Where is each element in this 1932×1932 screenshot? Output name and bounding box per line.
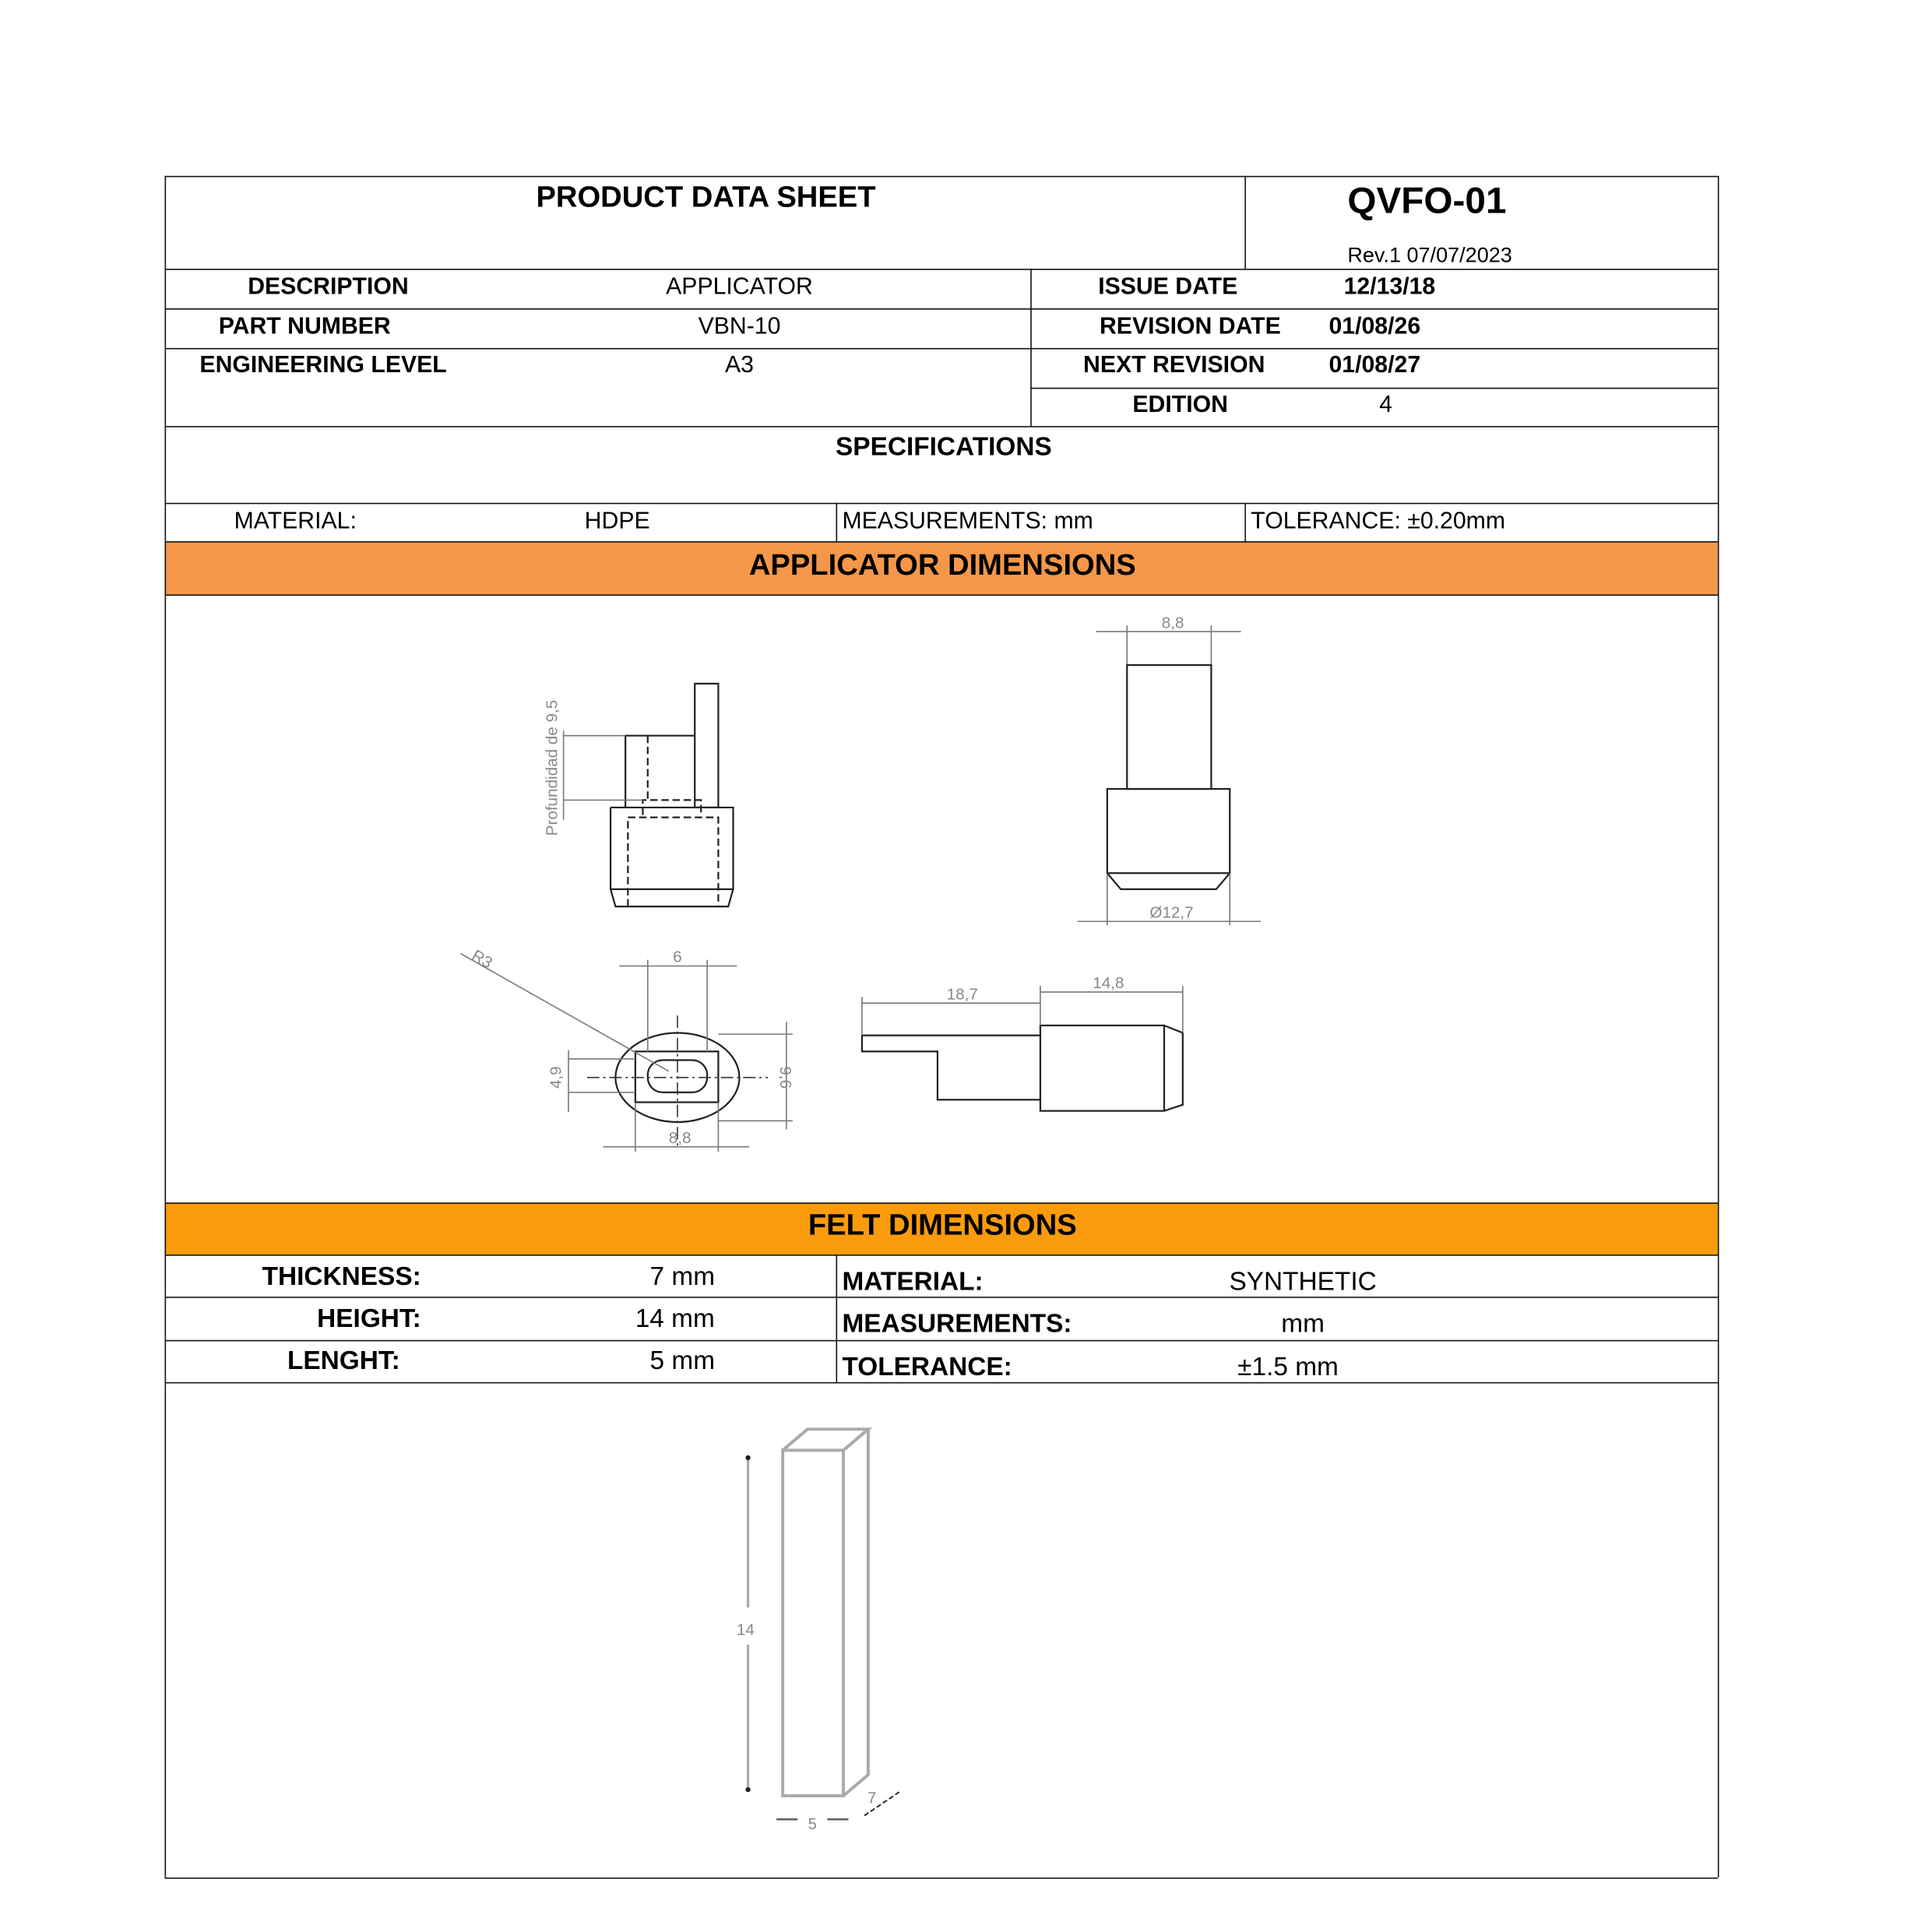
- revision-text: Rev.1 07/07/2023: [1347, 243, 1512, 267]
- thickness-value: 7 mm: [649, 1262, 716, 1291]
- width-6-label: 6: [673, 948, 682, 966]
- applicator-side-view: [1078, 614, 1261, 925]
- page-title: PRODUCT DATA SHEET: [536, 181, 876, 215]
- applicator-top-view: [862, 974, 1183, 1110]
- next-revision-value: 01/08/27: [1328, 352, 1421, 378]
- part-number-label: PART NUMBER: [218, 314, 391, 340]
- revision-date-label: REVISION DATE: [1099, 314, 1281, 340]
- applicator-dimensions-title: APPLICATOR DIMENSIONS: [748, 548, 1136, 582]
- felt-measurements-value: mm: [1281, 1309, 1325, 1339]
- next-revision-label: NEXT REVISION: [1083, 352, 1265, 378]
- height-label: HEIGHT:: [317, 1304, 421, 1334]
- felt-height-dimension: 14: [736, 1621, 755, 1639]
- radius-label: R3: [468, 946, 496, 973]
- width-88-label: 8,8: [668, 1128, 692, 1147]
- length-value: 5 mm: [649, 1346, 716, 1376]
- material-label: MATERIAL:: [234, 508, 357, 535]
- material-value: HDPE: [584, 508, 650, 535]
- document-code: QVFO-01: [1347, 181, 1507, 222]
- diameter-label: Ø12,7: [1149, 903, 1194, 922]
- applicator-end-view: [461, 946, 794, 1152]
- felt-material-label: MATERIAL:: [842, 1267, 984, 1297]
- felt-tolerance-label: TOLERANCE:: [842, 1353, 1012, 1382]
- height-value: 14 mm: [635, 1304, 715, 1334]
- felt-material-value: SYNTHETIC: [1229, 1267, 1377, 1297]
- issue-date-value: 12/13/18: [1343, 274, 1436, 301]
- felt-drawing: [737, 1429, 899, 1833]
- felt-thickness-dimension: 7: [867, 1789, 877, 1807]
- height-49-label: 4,9: [547, 1066, 565, 1089]
- tolerance-text: TOLERANCE: ±0.20mm: [1251, 508, 1506, 535]
- stem-width-label: 8,8: [1161, 614, 1184, 632]
- measurements-text: MEASUREMENTS: mm: [842, 508, 1093, 535]
- description-value: APPLICATOR: [666, 274, 813, 301]
- height-96-label: 9,6: [776, 1066, 794, 1089]
- depth-dimension-label: Profundidad de 9,5: [543, 699, 561, 836]
- description-label: DESCRIPTION: [248, 274, 409, 301]
- engineering-level-label: ENGINEERING LEVEL: [199, 352, 447, 378]
- engineering-level-value: A3: [724, 352, 754, 378]
- edition-value: 4: [1379, 392, 1393, 418]
- part-number-value: VBN-10: [698, 314, 781, 340]
- applicator-section-view: [544, 684, 734, 906]
- specifications-title: SPECIFICATIONS: [836, 432, 1052, 462]
- felt-dimensions-title: FELT DIMENSIONS: [808, 1209, 1077, 1243]
- felt-measurements-label: MEASUREMENTS:: [842, 1309, 1072, 1339]
- revision-date-value: 01/08/26: [1328, 314, 1421, 340]
- length-148-label: 14,8: [1093, 974, 1124, 993]
- edition-label: EDITION: [1132, 392, 1228, 418]
- felt-tolerance-value: ±1.5 mm: [1237, 1353, 1339, 1382]
- length-187-label: 18,7: [946, 985, 978, 1004]
- felt-length-dimension: 5: [808, 1815, 818, 1834]
- length-label: LENGHT:: [287, 1346, 400, 1376]
- issue-date-label: ISSUE DATE: [1098, 274, 1238, 301]
- thickness-label: THICKNESS:: [262, 1262, 421, 1291]
